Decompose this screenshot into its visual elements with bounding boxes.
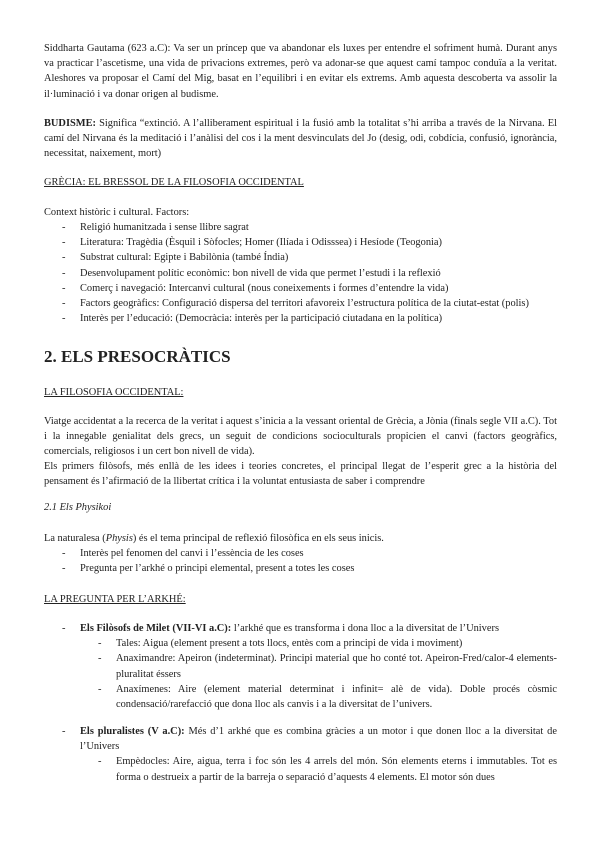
viatge-paragraph: Viatge accidentat a la recerca de la veritat i aquest s’inicia a la vessant oriental de Grècia, a Jònia (finals segle VII a.C). Tot i la innegable genialitat dels grecs, un seguit de condicions socioculturals propicien el canvi (factors geogràfics, comercials, religiosos i un cert bon nivell de vida). [44,416,557,458]
list-item [44,724,557,785]
natura-pre: La naturalesa ( [44,533,106,544]
list-item: - Tales: Aigua (element present a tots llocs, entès com a principi de vida i moviment) [80,636,557,651]
siddharta-paragraph: Siddharta Gautama (623 a.C): Va ser un príncep que va abandonar els luxes per entendre el sofriment humà. Durant anys va practicar l’ascetisme, una vida de privacions extremes, però va adonar-se que aquest camí tampoc conduïa a la veritat. Aleshores va proposar el Camí del Mig, basat en l’equilibri i en evitar els extrems. Amb aquesta descoberta va assolir la il·luminació i va donar origen al budisme. [44,43,557,100]
section-title: 2. ELS PRESOCRÀTICS [44,347,231,366]
grecia-heading: GRÈCIA: EL BRESSOL DE LA FILOSOFIA OCCIDENTAL [44,177,304,188]
list-item: - Anaximandre: Apeiron (indeterminat). Principi material que ho conté tot. Apeiron-Fred/calor-4 elements-pluralitat éssers [80,651,557,681]
budisme-paragraph [44,116,557,162]
list-item: - Empèdocles: Aire, aigua, terra i foc són les 4 arrels del món. Són elements eterns i immutables. Tot es forma o destrueix a partir de la barreja o separació d’aquests 4 elements. El motor són dues [80,754,557,784]
list-item: - Desenvolupament polític econòmic: bon nivell de vida que permet l’estudi i la reflexió [44,266,557,281]
pluralistes-text: Més d’1 arkhé que es combina gràcies a un motor i que donen lloc a la diversitat de l’Univers [80,726,557,753]
filosofia-occidental-heading: LA FILOSOFIA OCCIDENTAL: [44,387,184,398]
budisme-text: Significa “extinció. A l’alliberament espiritual i la fusió amb la totalitat s’hi arriba a través de la Nirvana. El camí del Nirvana és la meditació i l’anàlisi del cos i la ment desvinculats del Jo (desig, odi, cobdícia, confusió, ignorància, necessitat, naixement, mort) [44,118,557,160]
arkhe-heading: LA PREGUNTA PER L’ARKHÉ: [44,594,186,605]
physikoi-list [44,546,557,576]
list-item: - Comerç i navegació: Intercanvi cultural (nous coneixements i formes d’entendre la vida) [44,281,557,296]
physis-term: Physis [105,533,133,544]
grecia-factors-list [44,220,557,326]
milet-list [44,621,557,712]
list-item: - Anaxímenes: Aire (element material determinat i infinit= alè de vida). Doble procés còsmic condensació/rarefacció que dona lloc als canvis i a la diversitat de l’univers. [80,682,557,712]
list-item: - Factors geogràfics: Configuració dispersa del territori afavoreix l’estructura política de la ciutat-estat (polis) [44,296,557,311]
milet-label: Els Filòsofs de Milet (VII-VI a.C): [80,623,232,634]
pluralistes-list [44,724,557,785]
budisme-label: BUDISME: [44,118,96,129]
milet-text: l’arkhé que es transforma i dona lloc a la diversitat de l’Univers [231,623,499,634]
list-item: - Interès pel fenomen del canvi i l’essència de les coses [44,546,557,561]
list-item: - Interès per l’educació: (Democràcia: interès per la participació ciutadana en la política) [44,311,557,326]
list-item: - Literatura: Tragèdia (Èsquil i Sòfocles; Homer (Ilíada i Odisssea) i Hesíode (Teogonia) [44,235,557,250]
pluralistes-label: Els pluralistes (V a.C): [80,726,185,737]
context-line: Context històric i cultural. Factors: [44,207,190,218]
list-item: - Religió humanitzada i sense llibre sagrat [44,220,557,235]
natura-line [44,531,384,546]
list-item: - Substrat cultural: Egipte i Babilònia (també Índia) [44,250,557,265]
natura-post: ) és el tema principal de reflexió filosòfica en els seus inicis. [132,533,384,544]
list-item: - Pregunta per l’arkhé o principi elemental, present a totes les coses [44,561,557,576]
primers-filosofs-paragraph: Els primers filòsofs, més enllà de les idees i teories concretes, el principal llegat de l’esperit grec a la història del pensament és l’afirmació de la llibertat crítica i la voluntat entusiasta de saber i comprendre [44,461,557,488]
list-item [44,621,557,712]
physikoi-subtitle: 2.1 Els Physikoi [44,502,112,513]
